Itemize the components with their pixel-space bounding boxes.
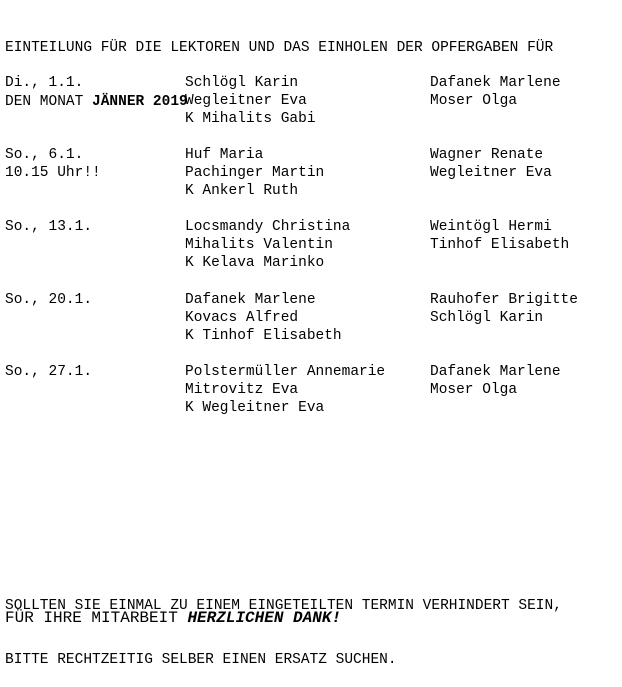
entry-date: So., 6.1. — [5, 147, 84, 163]
entry-offering-column — [430, 363, 561, 399]
entry-date: 10.15 Uhr!! — [5, 165, 101, 181]
entry-offering: Wagner Renate — [430, 147, 544, 163]
entry-lector-column — [185, 218, 350, 272]
entry-offering: Moser Olga — [430, 93, 518, 109]
footer-notice-line-2: BITTE RECHTZEITIG SELBER EINEN ERSATZ SUCHEN. — [5, 652, 397, 668]
entry-date-column — [5, 363, 92, 381]
entry-lector: K Ankerl Ruth — [185, 183, 299, 199]
entry-offering-column — [430, 218, 569, 254]
footer-notice-line-1: SOLLTEN SIE EINMAL ZU EINEM EINGETEILTEN TERMIN VERHINDERT SEIN, — [5, 598, 562, 614]
entry-lector: K Wegleitner Eva — [185, 400, 325, 416]
entry-lector: Huf Maria — [185, 147, 264, 163]
entry-offering: Wegleitner Eva — [430, 165, 552, 181]
thanks-line — [5, 608, 341, 628]
thanks-emphasis: HERZLICHEN DANK! — [187, 609, 342, 627]
entry-date-column — [5, 218, 92, 236]
entry-offering: Tinhof Elisabeth — [430, 237, 570, 253]
entry-date-column — [5, 74, 83, 92]
entry-lector: K Kelava Marinko — [185, 255, 325, 271]
entry-lector: Mihalits Valentin — [185, 237, 333, 253]
entry-lector: Pachinger Martin — [185, 165, 325, 181]
entry-offering: Rauhofer Brigitte — [430, 292, 578, 308]
entry-lector-column — [185, 291, 342, 345]
entry-offering: Moser Olga — [430, 382, 518, 398]
entry-lector: Schlögl Karin — [185, 75, 299, 91]
entry-lector-column — [185, 146, 324, 200]
entry-lector: Mitrovitz Eva — [185, 382, 299, 398]
entry-lector: Locsmandy Christina — [185, 219, 351, 235]
entry-lector-column — [185, 363, 385, 417]
entry-date: Di., 1.1. — [5, 75, 84, 91]
entry-offering-column — [430, 146, 552, 182]
entry-offering-column — [430, 74, 561, 110]
entry-lector: Dafanek Marlene — [185, 292, 316, 308]
entry-date: So., 13.1. — [5, 219, 93, 235]
header-month: JÄNNER 2019 — [92, 94, 188, 110]
entry-lector: K Tinhof Elisabeth — [185, 328, 342, 344]
entry-offering: Dafanek Marlene — [430, 364, 561, 380]
entry-offering-column — [430, 291, 578, 327]
header-month-prefix: DEN MONAT — [5, 94, 93, 110]
entry-lector-column — [185, 74, 316, 128]
entry-offering: Weintögl Hermi — [430, 219, 552, 235]
entry-date: So., 27.1. — [5, 364, 93, 380]
entry-date-column — [5, 146, 101, 182]
entry-lector: Polstermüller Annemarie — [185, 364, 386, 380]
entry-date: So., 20.1. — [5, 292, 93, 308]
entry-lector: Kovacs Alfred — [185, 310, 299, 326]
thanks-prefix: FÜR IHRE MITARBEIT — [5, 609, 188, 627]
header-line-1: EINTEILUNG FÜR DIE LEKTOREN UND DAS EINHOLEN DER OPFERGABEN FÜR — [5, 40, 554, 56]
entry-offering: Dafanek Marlene — [430, 75, 561, 91]
entry-lector: K Mihalits Gabi — [185, 111, 316, 127]
entry-offering: Schlögl Karin — [430, 310, 544, 326]
entry-lector: Wegleitner Eva — [185, 93, 307, 109]
entry-date-column — [5, 291, 92, 309]
